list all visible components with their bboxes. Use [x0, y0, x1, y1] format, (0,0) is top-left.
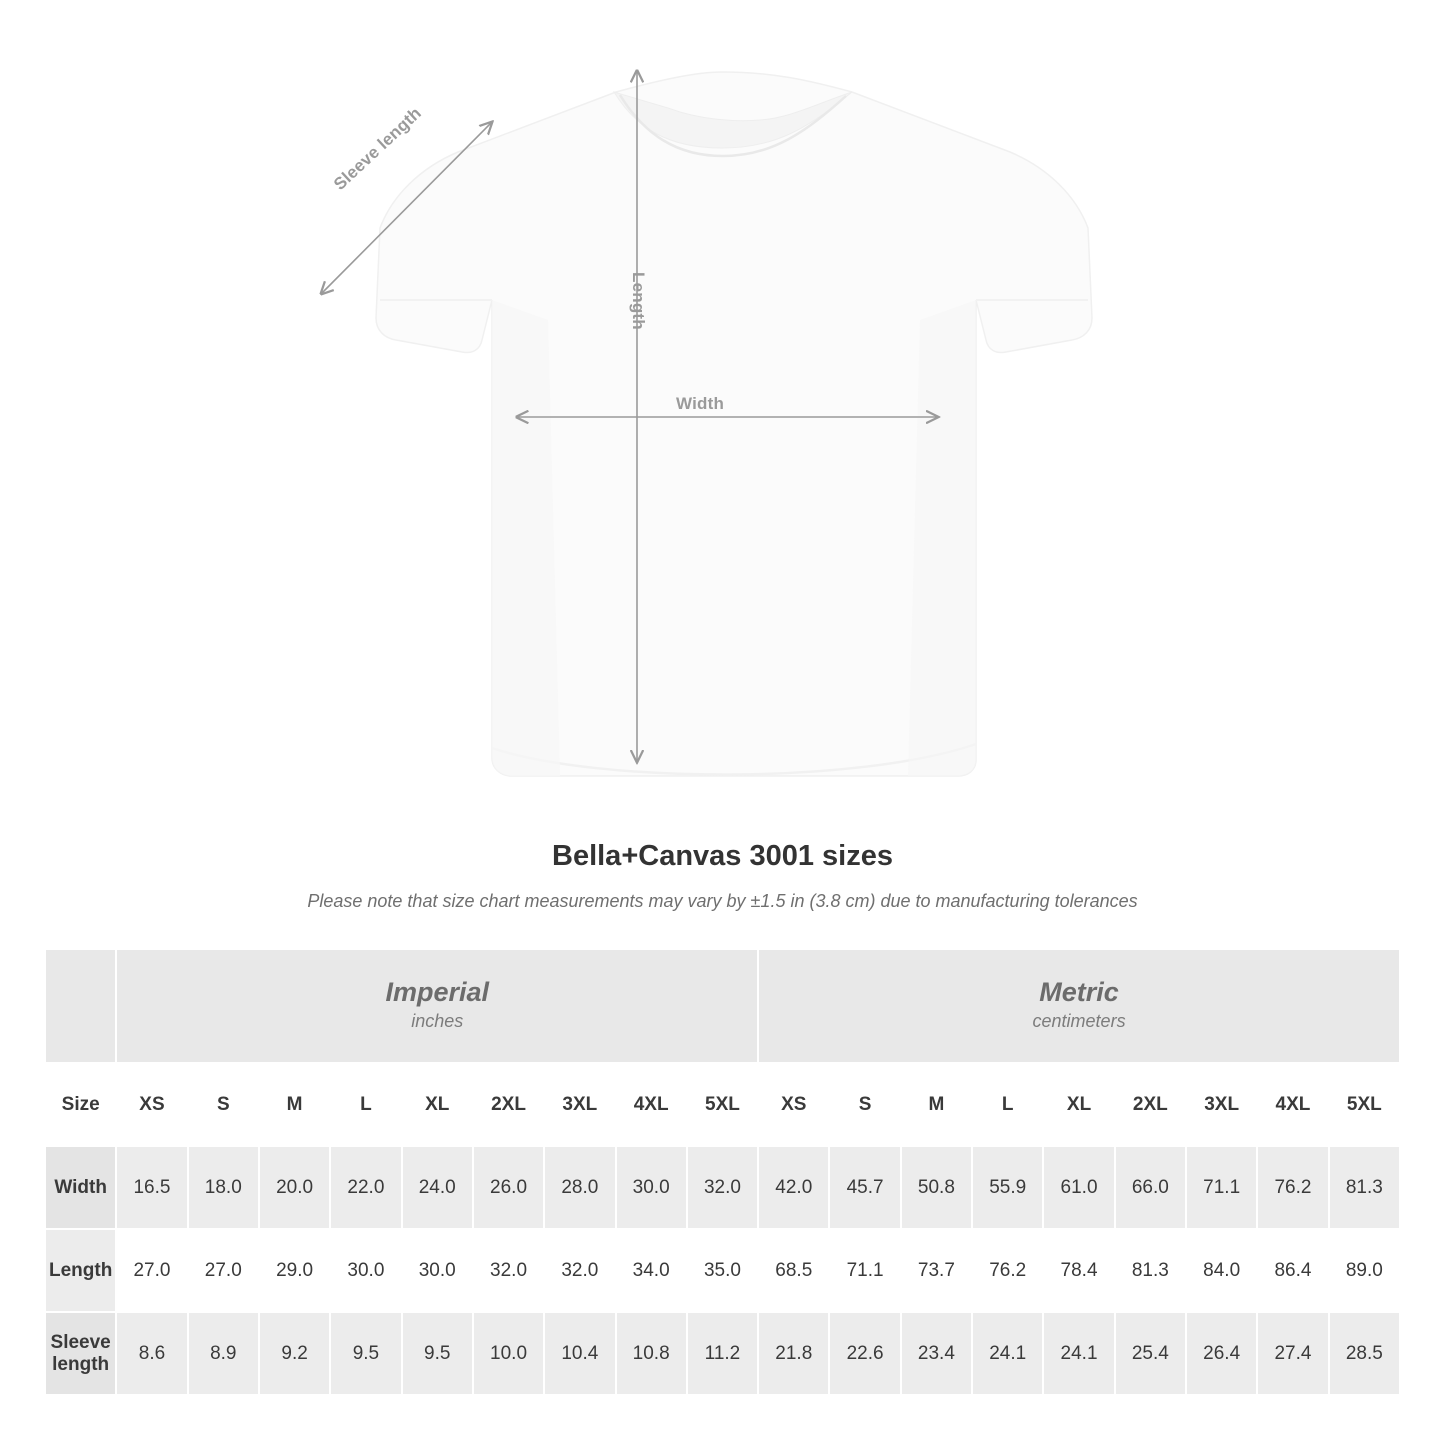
measurement-cell: 20.0	[259, 1146, 330, 1229]
size-column-header: XS	[116, 1063, 187, 1146]
table-size-header-row	[45, 1063, 1400, 1146]
measurement-cell: 30.0	[616, 1146, 687, 1229]
measurement-cell: 61.0	[1043, 1146, 1114, 1229]
row-header-length: Length	[45, 1229, 116, 1312]
measurement-cell: 18.0	[188, 1146, 259, 1229]
measurement-cell: 8.9	[188, 1312, 259, 1395]
measurement-cell: 76.2	[972, 1229, 1043, 1312]
length-label: Length	[629, 272, 648, 330]
size-column-header: XL	[402, 1063, 473, 1146]
unit-group-name: Imperial	[385, 976, 489, 1007]
measurement-cell: 32.0	[687, 1146, 758, 1229]
measurement-cell: 86.4	[1257, 1229, 1328, 1312]
measurement-cell: 73.7	[901, 1229, 972, 1312]
measurement-cell: 8.6	[116, 1312, 187, 1395]
measurement-cell: 27.0	[116, 1229, 187, 1312]
measurement-cell: 22.6	[829, 1312, 900, 1395]
measurement-cell: 22.0	[330, 1146, 401, 1229]
tolerance-note: Please note that size chart measurements may vary by ±1.5 in (3.8 cm) due to manufacturing tolerances	[307, 891, 1138, 911]
measurement-cell: 81.3	[1115, 1229, 1186, 1312]
unit-group-sub: centimeters	[1032, 1011, 1126, 1032]
measurement-cell: 26.4	[1186, 1312, 1257, 1395]
measurement-cell: 42.0	[758, 1146, 829, 1229]
row-header-width: Width	[45, 1146, 116, 1229]
measurement-cell: 45.7	[829, 1146, 900, 1229]
size-column-header: 5XL	[687, 1063, 758, 1146]
size-column-header: S	[188, 1063, 259, 1146]
measurement-cell: 84.0	[1186, 1229, 1257, 1312]
measurement-cell: 25.4	[1115, 1312, 1186, 1395]
measurement-cell: 71.1	[1186, 1146, 1257, 1229]
table-corner-blank	[45, 949, 116, 1063]
size-column-header: S	[829, 1063, 900, 1146]
measurement-cell: 89.0	[1329, 1229, 1400, 1312]
measurement-cell: 55.9	[972, 1146, 1043, 1229]
row-header-size: Size	[45, 1063, 116, 1146]
measurement-cell: 35.0	[687, 1229, 758, 1312]
measurement-cell: 9.2	[259, 1312, 330, 1395]
measurement-cell: 28.0	[544, 1146, 615, 1229]
measurement-cell: 27.4	[1257, 1312, 1328, 1395]
measurement-cell: 76.2	[1257, 1146, 1328, 1229]
unit-group-header-metric	[758, 949, 1400, 1063]
measurement-cell: 81.3	[1329, 1146, 1400, 1229]
size-column-header: 3XL	[544, 1063, 615, 1146]
measurement-cell: 24.0	[402, 1146, 473, 1229]
measurement-cell: 32.0	[473, 1229, 544, 1312]
unit-group-header-imperial	[116, 949, 758, 1063]
measurement-cell: 9.5	[402, 1312, 473, 1395]
measurement-cell: 68.5	[758, 1229, 829, 1312]
size-column-header: 4XL	[1257, 1063, 1328, 1146]
size-column-header: 3XL	[1186, 1063, 1257, 1146]
measurement-cell: 30.0	[330, 1229, 401, 1312]
table-row	[45, 1312, 1400, 1395]
measurement-cell: 10.4	[544, 1312, 615, 1395]
measurement-cell: 66.0	[1115, 1146, 1186, 1229]
page-title: Bella+Canvas 3001 sizes	[552, 840, 893, 872]
table-unit-header-row	[45, 949, 1400, 1063]
table-row	[45, 1229, 1400, 1312]
size-column-header: 2XL	[473, 1063, 544, 1146]
table-row	[45, 1146, 1400, 1229]
measurement-cell: 29.0	[259, 1229, 330, 1312]
row-header-sleeve-length: Sleeve length	[45, 1312, 116, 1395]
measurement-cell: 34.0	[616, 1229, 687, 1312]
measurement-cell: 27.0	[188, 1229, 259, 1312]
measurement-cell: 28.5	[1329, 1312, 1400, 1395]
measurement-cell: 71.1	[829, 1229, 900, 1312]
measurement-cell: 16.5	[116, 1146, 187, 1229]
tshirt-shape	[376, 72, 1092, 776]
measurement-cell: 11.2	[687, 1312, 758, 1395]
unit-group-sub: inches	[411, 1011, 464, 1032]
measurement-cell: 50.8	[901, 1146, 972, 1229]
size-column-header: L	[330, 1063, 401, 1146]
size-column-header: 2XL	[1115, 1063, 1186, 1146]
size-table-wrap	[44, 948, 1401, 1396]
measurement-cell: 10.8	[616, 1312, 687, 1395]
measurement-cell: 10.0	[473, 1312, 544, 1395]
measurement-cell: 9.5	[330, 1312, 401, 1395]
size-column-header: 4XL	[616, 1063, 687, 1146]
title-block	[0, 840, 1445, 912]
sleeve-length-label: Sleeve length	[330, 103, 426, 194]
measurement-cell: 32.0	[544, 1229, 615, 1312]
unit-group-name: Metric	[1039, 976, 1119, 1007]
measurement-cell: 23.4	[901, 1312, 972, 1395]
measurement-cell: 30.0	[402, 1229, 473, 1312]
measurement-cell: 21.8	[758, 1312, 829, 1395]
width-label: Width	[676, 394, 725, 413]
size-column-header: XS	[758, 1063, 829, 1146]
measurement-cell: 24.1	[972, 1312, 1043, 1395]
size-column-header: L	[972, 1063, 1043, 1146]
measurement-cell: 78.4	[1043, 1229, 1114, 1312]
size-column-header: M	[259, 1063, 330, 1146]
size-column-header: M	[901, 1063, 972, 1146]
measurement-cell: 26.0	[473, 1146, 544, 1229]
size-table	[44, 948, 1401, 1396]
measurement-cell: 24.1	[1043, 1312, 1114, 1395]
size-column-header: XL	[1043, 1063, 1114, 1146]
size-column-header: 5XL	[1329, 1063, 1400, 1146]
